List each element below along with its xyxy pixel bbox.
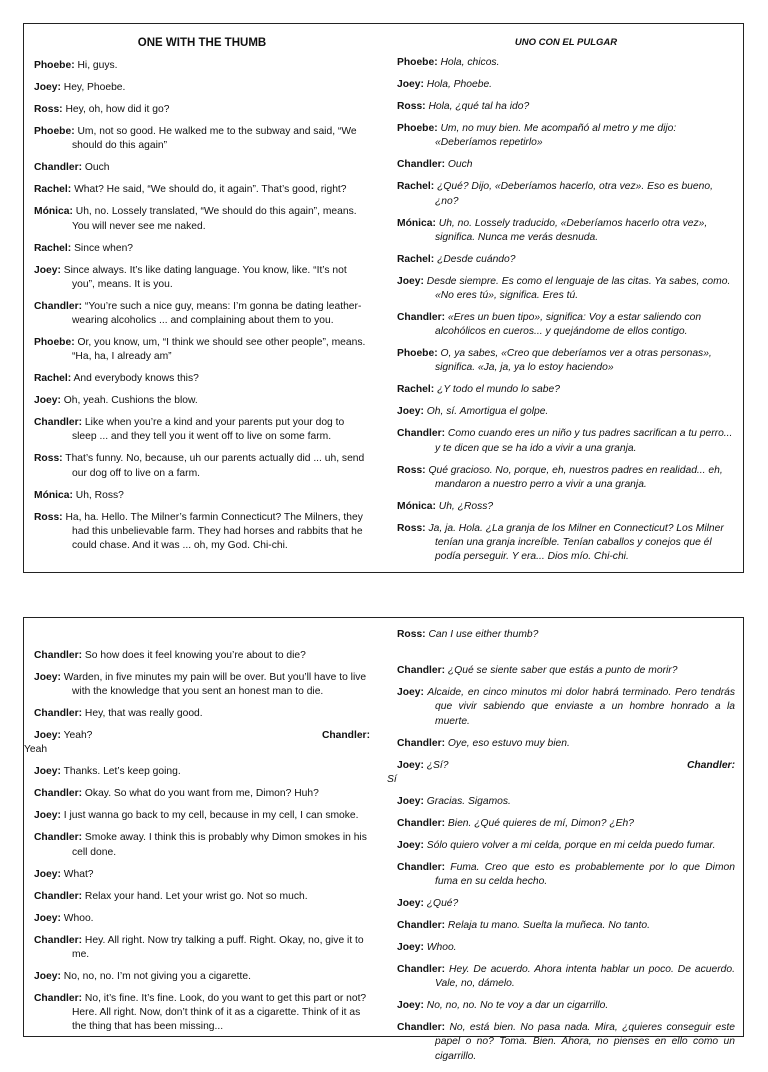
dialogue-list bbox=[397, 664, 735, 751]
speaker-name: Ross: bbox=[34, 511, 63, 523]
dialogue-text: Or, you know, um, “I think we should see other people”, means. “Ha, ha, I already am” bbox=[72, 337, 366, 363]
dialogue-text: Fuma. Creo que esto es probablemente por lo que Dimon fuma en su celda hecho. bbox=[435, 861, 735, 888]
dialogue-text: Oh, yeah. Cushions the blow. bbox=[60, 395, 198, 407]
dialogue-line bbox=[397, 963, 735, 991]
dialogue-text: No, no, no. I’m not giving you a cigarette. bbox=[60, 970, 251, 982]
speaker-name: Chandler: bbox=[34, 417, 83, 429]
dialogue-text: And everybody knows this? bbox=[71, 373, 199, 385]
speaker-name: Ross: bbox=[397, 629, 426, 640]
split-dialogue-line bbox=[34, 729, 370, 743]
dialogue-line bbox=[397, 861, 735, 889]
dialogue-text: ¿Y todo el mundo lo sabe? bbox=[434, 384, 560, 396]
speaker-name: Ross: bbox=[34, 453, 63, 465]
dialogue-text: Um, not so good. He walked me to the subway and said, “We should do this again” bbox=[72, 126, 357, 152]
dialogue-text: Hey, Phoebe. bbox=[60, 82, 126, 94]
speaker-name: Rachel: bbox=[34, 373, 72, 385]
speaker-name: Joey: bbox=[34, 730, 61, 742]
dialogue-text: Qué gracioso. No, porque, eh, nuestros padres en realidad... eh, mandaron a nuestro perro a vivir a una granja. bbox=[425, 464, 723, 490]
dialogue-text: Uh, Ross? bbox=[72, 489, 124, 501]
speaker-name: Chandler: bbox=[397, 665, 446, 677]
split-dialogue-line bbox=[397, 759, 735, 773]
speaker-name: Chandler: bbox=[34, 890, 83, 902]
speaker-name: Chandler: bbox=[34, 162, 83, 174]
script-box-2 bbox=[23, 617, 744, 1062]
dialogue-line bbox=[34, 205, 370, 233]
dialogue-text: ¿Sí? bbox=[423, 759, 449, 771]
dialogue-text: Ouch bbox=[82, 162, 110, 174]
speaker-name: Chandler: bbox=[34, 788, 83, 800]
dialogue-line bbox=[397, 275, 735, 303]
dialogue-text: Oh, sí. Amortigua el golpe. bbox=[423, 406, 549, 418]
dialogue-text: Gracias. Sigamos. bbox=[423, 795, 511, 807]
dialogue-line bbox=[397, 122, 735, 150]
dialogue-line bbox=[397, 522, 735, 565]
speaker-name: Joey: bbox=[397, 275, 424, 287]
dialogue-text: That’s funny. No, because, uh our parents actually did ... uh, send our dog off to live on a farm. bbox=[62, 453, 365, 479]
speaker-name: Mónica: bbox=[397, 500, 436, 512]
dialogue-line bbox=[34, 300, 370, 328]
speaker-name: Chandler: bbox=[34, 934, 83, 946]
dialogue-text: Can I use either thumb? bbox=[425, 629, 539, 640]
dialogue-text: Hola, chicos. bbox=[437, 57, 500, 69]
dialogue-line bbox=[397, 311, 735, 339]
dialogue-text: Ha, ha. Hello. The Milner’s farmin Connecticut? The Milners, they had this unbelievable farm. They had horses and rabbits that he could chase. And it was ... oh, my God. Chi-chi. bbox=[62, 511, 363, 552]
dialogue-text: Warden, in five minutes my pain will be over. But you’ll have to live with the knowledge that you sent an honest man to die. bbox=[60, 672, 367, 698]
dialogue-line bbox=[397, 180, 735, 208]
speaker-name: Mónica: bbox=[34, 206, 73, 218]
english-title: ONE WITH THE THUMB bbox=[137, 37, 267, 49]
speaker-name: Mónica: bbox=[397, 217, 436, 229]
speaker-name: Joey: bbox=[34, 912, 61, 924]
spanish-title: UNO CON EL PULGAR bbox=[514, 37, 618, 48]
dialogue-line bbox=[34, 868, 370, 882]
dialogue-text: Bien. ¿Qué quieres de mí, Dimon? ¿Eh? bbox=[445, 817, 634, 829]
speaker-name: Mónica: bbox=[34, 489, 73, 501]
speaker-name: Ross: bbox=[397, 101, 426, 113]
dialogue-line bbox=[397, 427, 735, 455]
dialogue-line bbox=[34, 511, 370, 554]
dialogue-list bbox=[397, 56, 735, 564]
dialogue-line bbox=[34, 183, 370, 197]
dialogue-text: «Eres un buen tipo», significa: Voy a estar saliendo con alcohólicos en cueros... y quejándome de ellos contigo. bbox=[435, 312, 702, 338]
dialogue-text: What? bbox=[60, 868, 94, 880]
speaker-name: Joey: bbox=[397, 898, 424, 910]
speaker-name: Joey: bbox=[34, 868, 61, 880]
dialogue-text: So how does it feel knowing you’re about to die? bbox=[82, 650, 306, 661]
script-box-1 bbox=[23, 23, 744, 573]
dialogue-text: Okay. So what do you want from me, Dimon? Huh? bbox=[82, 788, 319, 800]
dialogue-text: Hey, that was really good. bbox=[82, 708, 203, 720]
dialogue-text: Desde siempre. Es como el lenguaje de las citas. Ya sabes, como. «No eres tú», significa. Eres tú. bbox=[423, 275, 731, 302]
dialogue-line bbox=[34, 125, 370, 153]
dialogue-line bbox=[34, 161, 370, 175]
dialogue-line bbox=[397, 56, 735, 70]
dialogue-line bbox=[34, 59, 370, 73]
dialogue-line bbox=[34, 890, 370, 904]
speaker-name: Chandler: bbox=[397, 428, 446, 440]
dialogue-line bbox=[397, 999, 735, 1013]
speaker-name: Joey: bbox=[397, 795, 424, 807]
dialogue-text: “You’re such a nice guy, means: I’m gonna be dating leather-wearing alcoholics ... and complaining about them to you. bbox=[72, 300, 362, 327]
speaker-name: Rachel: bbox=[34, 242, 72, 254]
dialogue-text: Since always. It’s like dating language. You know, like. “It’s not you”, means. It is you. bbox=[60, 264, 347, 290]
speaker-name: Chandler: bbox=[34, 832, 83, 844]
speaker-name: Phoebe: bbox=[34, 126, 75, 138]
dialogue-line bbox=[397, 405, 735, 419]
speaker-name: Ross: bbox=[34, 104, 63, 116]
speaker-name: Phoebe: bbox=[397, 57, 438, 69]
dialogue-text: Yeah? bbox=[60, 730, 93, 742]
speaker-name: Chandler: bbox=[397, 737, 446, 749]
speaker-name: Phoebe: bbox=[397, 123, 438, 135]
dialogue-line bbox=[397, 253, 735, 267]
dialogue-line bbox=[397, 686, 735, 729]
dialogue-line bbox=[397, 100, 735, 114]
speaker-name: Chandler: bbox=[397, 817, 446, 829]
dialogue-line bbox=[397, 383, 735, 397]
dialogue-text: ¿Desde cuándo? bbox=[434, 253, 516, 265]
speaker-name: Joey: bbox=[34, 970, 61, 982]
speaker-name: Phoebe: bbox=[34, 60, 75, 72]
dialogue-line bbox=[34, 992, 370, 1035]
speaker-name: Joey: bbox=[34, 810, 61, 822]
speaker-name: Joey: bbox=[397, 1000, 424, 1012]
speaker-name: Rachel: bbox=[397, 181, 435, 193]
speaker-name: Ross: bbox=[397, 464, 426, 476]
dialogue-text: Alcaide, en cinco minutos mi dolor habrá terminado. Pero tendrás que vivir sabiendo que enviaste a un hombre honrado a la muerte. bbox=[423, 687, 735, 727]
dialogue-line bbox=[34, 970, 370, 984]
dialogue-line bbox=[397, 464, 735, 492]
speaker-name: Rachel: bbox=[397, 384, 435, 396]
dialogue-text: Whoo. bbox=[60, 912, 94, 924]
dialogue-line bbox=[397, 737, 735, 751]
dialogue-line bbox=[397, 217, 735, 245]
dialogue-line bbox=[34, 489, 370, 503]
dialogue-text: Uh, ¿Ross? bbox=[435, 500, 494, 512]
speaker-name: Chandler: bbox=[397, 1022, 446, 1034]
speaker-name: Joey: bbox=[34, 395, 61, 407]
dialogue-text: Uh, no. Lossely translated, “We should do this again”, means. You will never see me naked. bbox=[72, 206, 357, 232]
dialogue-text: No, no, no. No te voy a dar un cigarrillo. bbox=[423, 1000, 609, 1012]
dialogue-line bbox=[397, 941, 735, 955]
dialogue-line bbox=[34, 912, 370, 926]
dialogue-text: Hey. All right. Now try talking a puff. Right. Okay, no, give it to me. bbox=[72, 934, 364, 960]
speaker-name: Chandler: bbox=[321, 730, 370, 742]
dialogue-line bbox=[34, 707, 370, 721]
dialogue-text: Hi, guys. bbox=[74, 60, 118, 72]
speaker-name: Chandler: bbox=[34, 300, 83, 312]
spanish-column bbox=[397, 24, 735, 572]
dialogue-line bbox=[34, 831, 370, 859]
dialogue-line bbox=[397, 1021, 735, 1064]
dialogue-line bbox=[397, 919, 735, 933]
dialogue-text: I just wanna go back to my cell, because in my cell, I can smoke. bbox=[60, 810, 359, 822]
speaker-name: Chandler: bbox=[397, 861, 446, 873]
dialogue-line bbox=[34, 336, 370, 364]
dialogue-text: Yeah bbox=[24, 744, 48, 756]
speaker-name: Ross: bbox=[397, 522, 426, 534]
dialogue-line bbox=[397, 78, 735, 92]
dialogue-text: Thanks. Let’s keep going. bbox=[60, 766, 181, 778]
speaker-name: Chandler: bbox=[397, 920, 446, 932]
dialogue-text: ¿Qué se siente saber que estás a punto de morir? bbox=[445, 665, 678, 677]
dialogue-line bbox=[397, 628, 735, 642]
speaker-name: Chandler: bbox=[397, 312, 446, 324]
dialogue-text: Hey. De acuerdo. Ahora intenta hablar un poco. De acuerdo. Vale, no, dámelo. bbox=[435, 964, 735, 990]
speaker-name: Chandler: bbox=[34, 992, 83, 1004]
dialogue-text: Relax your hand. Let your wrist go. Not so much. bbox=[82, 890, 308, 902]
speaker-name: Chandler: bbox=[397, 964, 446, 976]
dialogue-text: Oye, eso estuvo muy bien. bbox=[445, 737, 570, 749]
dialogue-text: No, it’s fine. It’s fine. Look, do you want to get this part or not? Here. All right. Now, don’t think of it as a cigarette. Think of it as the thing that has been missing... bbox=[72, 992, 367, 1033]
speaker-name: Joey: bbox=[34, 766, 61, 778]
dialogue-line bbox=[34, 264, 370, 292]
speaker-name: Chandler: bbox=[34, 650, 83, 661]
dialogue-line bbox=[34, 394, 370, 408]
dialogue-line bbox=[397, 839, 735, 853]
dialogue-text: Um, no muy bien. Me acompañó al metro y me dijo: «Deberíamos repetirlo» bbox=[435, 123, 677, 149]
speaker-name: Rachel: bbox=[397, 253, 435, 265]
dialogue-list bbox=[397, 795, 735, 1064]
dialogue-text: Like when you’re a kind and your parents put your dog to sleep ... and they tell you it went off to live on some farm. bbox=[72, 417, 345, 443]
dialogue-text: What? He said, “We should do, it again”. That’s good, right? bbox=[71, 184, 347, 196]
dialogue-text: O, ya sabes, «Creo que deberíamos ver a otras personas», significa. «Ja, ja, ya lo estoy haciendo» bbox=[435, 348, 712, 374]
spanish-column bbox=[387, 628, 735, 1072]
speaker-name: Phoebe: bbox=[397, 348, 438, 360]
dialogue-line bbox=[397, 500, 735, 514]
dialogue-line bbox=[34, 242, 370, 256]
speaker-name: Chandler: bbox=[34, 708, 83, 720]
dialogue-line bbox=[34, 649, 370, 663]
speaker-name: Joey: bbox=[397, 942, 424, 954]
dialogue-list bbox=[34, 765, 370, 1034]
dialogue-text: Ja, ja. Hola. ¿La granja de los Milner en Connecticut? Los Milner tenían una granja increíble. Tenían caballos y conejos que él podía perseguir. Y era... Dios mío. Chi-chi. bbox=[425, 522, 724, 563]
speaker-name: Joey: bbox=[397, 839, 424, 851]
dialogue-line bbox=[397, 347, 735, 375]
speaker-name: Phoebe: bbox=[34, 337, 75, 349]
dialogue-line bbox=[34, 416, 370, 444]
dialogue-line bbox=[34, 765, 370, 779]
dialogue-text: Hola, Phoebe. bbox=[423, 79, 493, 91]
dialogue-line bbox=[34, 787, 370, 801]
speaker-name: Joey: bbox=[397, 759, 424, 771]
dialogue-text: Relaja tu mano. Suelta la muñeca. No tanto. bbox=[445, 920, 650, 932]
speaker-name: Rachel: bbox=[34, 184, 72, 196]
dialogue-text: No, está bien. No pasa nada. Mira, ¿quieres conseguir este papel o no? Toma. Bien. Ahora, no pienses en ello como un cigarrillo. bbox=[435, 1022, 735, 1062]
dialogue-line bbox=[397, 664, 735, 678]
dialogue-text: Ouch bbox=[445, 159, 473, 171]
dialogue-text: Uh, no. Lossely traducido, «Deberíamos hacerlo otra vez», significa. Nunca me verás desnuda. bbox=[435, 217, 708, 243]
speaker-name: Chandler: bbox=[397, 159, 446, 171]
speaker-name: Joey: bbox=[397, 79, 424, 91]
dialogue-line bbox=[34, 809, 370, 823]
dialogue-line bbox=[34, 103, 370, 117]
dialogue-list bbox=[34, 59, 370, 553]
dialogue-line bbox=[397, 897, 735, 911]
speaker-name: Chandler: bbox=[686, 759, 735, 771]
dialogue-text: Hola, ¿qué tal ha ido? bbox=[425, 101, 530, 113]
dialogue-line bbox=[34, 452, 370, 480]
dialogue-text: Whoo. bbox=[423, 942, 457, 954]
dialogue-line bbox=[34, 372, 370, 386]
dialogue-text: Since when? bbox=[71, 242, 134, 254]
speaker-name: Joey: bbox=[34, 82, 61, 94]
speaker-name: Joey: bbox=[34, 672, 61, 683]
dialogue-text: Sí bbox=[387, 773, 397, 785]
dialogue-text: ¿Qué? Dijo, «Deberíamos hacerlo, otra vez». Eso es bueno, ¿no? bbox=[434, 181, 713, 207]
dialogue-text: ¿Qué? bbox=[423, 898, 459, 910]
speaker-name: Joey: bbox=[397, 687, 424, 699]
dialogue-line bbox=[34, 81, 370, 95]
speaker-name: Joey: bbox=[34, 264, 61, 276]
dialogue-text: Como cuando eres un niño y tus padres sacrifican a tu perro... y te dicen que se ha ido a vivir a una granja. bbox=[435, 428, 733, 454]
speaker-name: Joey: bbox=[397, 406, 424, 418]
dialogue-line bbox=[397, 158, 735, 172]
dialogue-list bbox=[34, 649, 370, 721]
dialogue-line bbox=[397, 795, 735, 809]
english-column bbox=[34, 24, 370, 561]
dialogue-line bbox=[34, 934, 370, 962]
dialogue-line bbox=[397, 817, 735, 831]
english-column bbox=[24, 649, 370, 1042]
dialogue-text: Hey, oh, how did it go? bbox=[62, 104, 170, 116]
dialogue-text: Sólo quiero volver a mi celda, porque en mi celda puedo fumar. bbox=[423, 839, 716, 851]
dialogue-text: Smoke away. I think this is probably why Dimon smokes in his cell done. bbox=[72, 832, 367, 858]
dialogue-line bbox=[34, 671, 370, 699]
